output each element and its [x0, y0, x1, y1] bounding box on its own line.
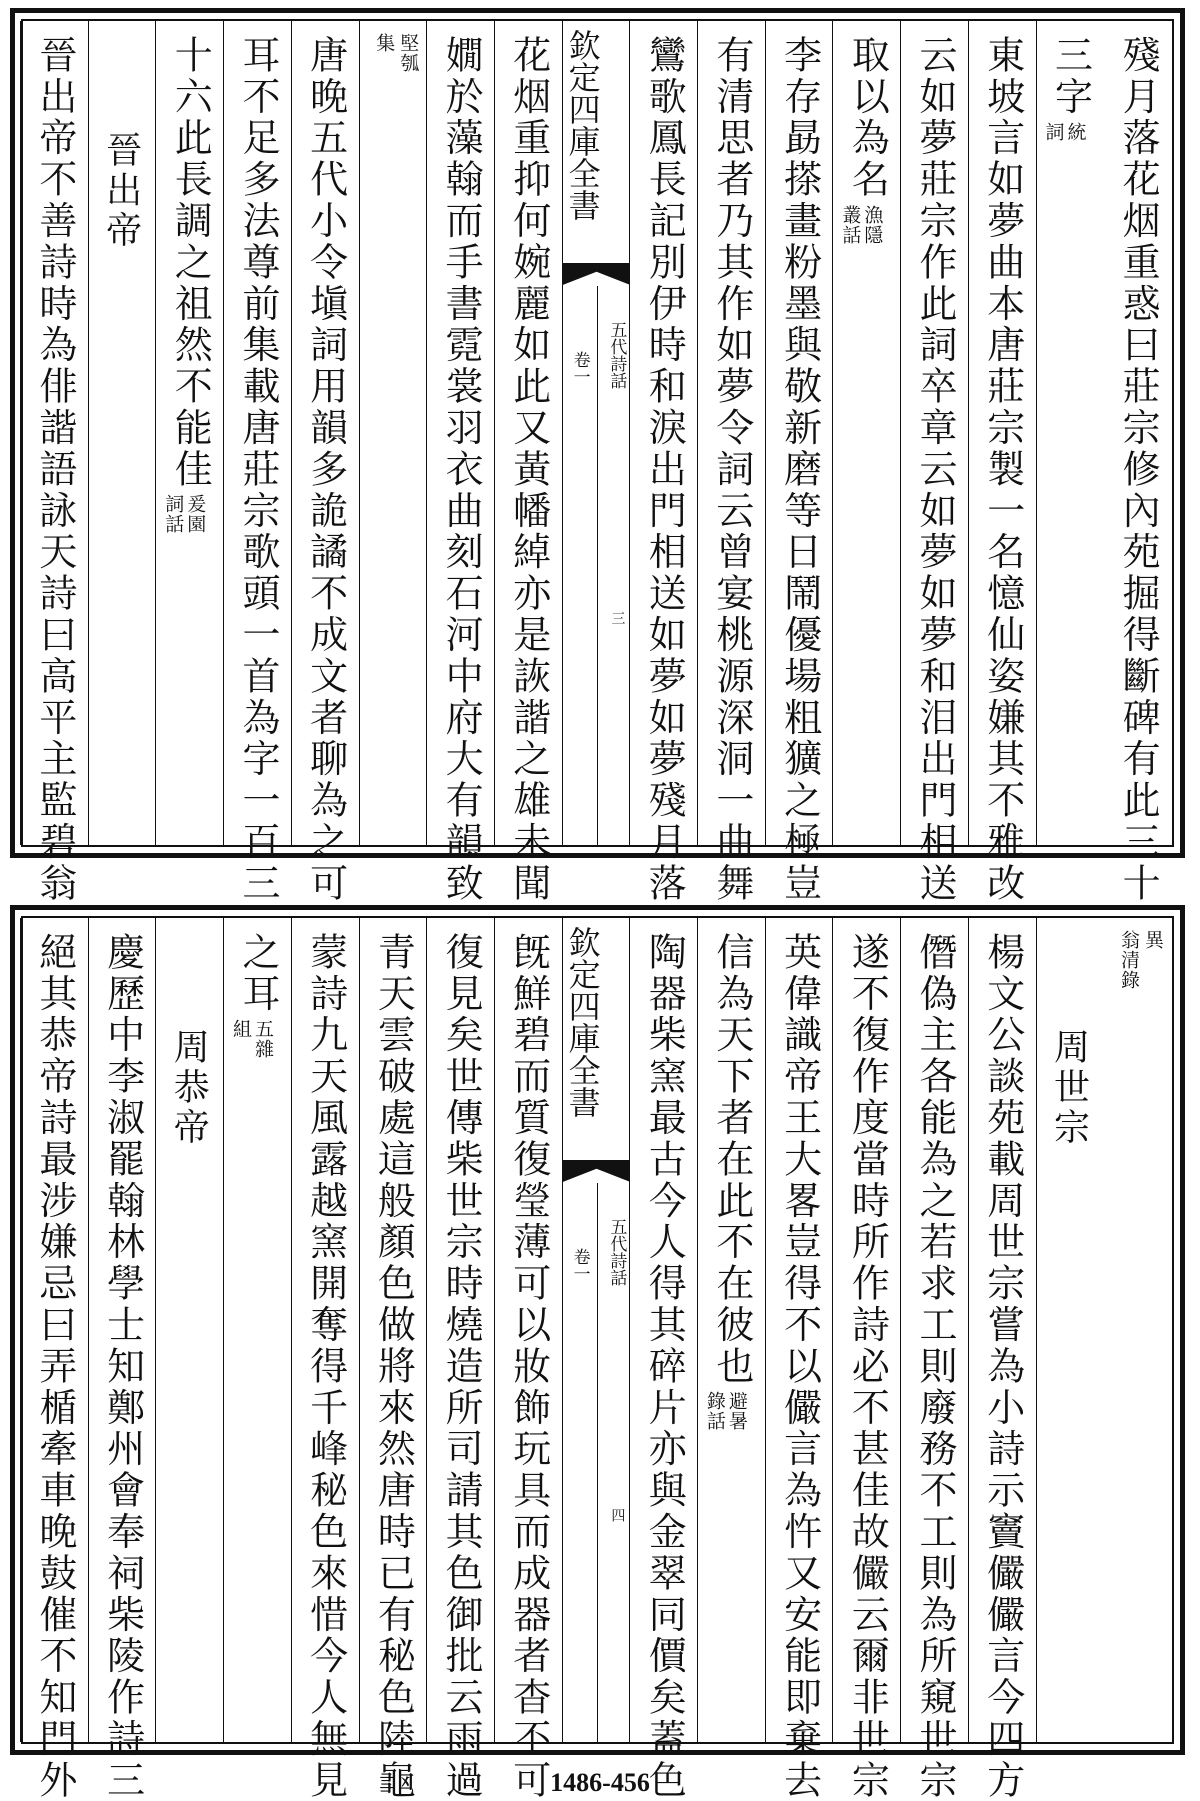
- chapter-title: 五代詩話: [606, 1218, 627, 1286]
- text-column: [88, 918, 157, 1801]
- source-note: 叢話: [839, 204, 862, 245]
- volume-label: 卷一: [569, 351, 590, 385]
- source-note: 集: [373, 33, 396, 53]
- text-column: [968, 918, 1037, 1801]
- source-note-column: [1104, 918, 1172, 1742]
- source-note: 異: [1142, 930, 1164, 950]
- fold-line: [597, 1183, 598, 1742]
- column-text: 旣鮮碧而質復瑩薄可以妝飾玩具而成器者杳不可: [506, 932, 551, 1801]
- text-column: [765, 918, 834, 1801]
- column-text: 之耳: [235, 932, 280, 1015]
- column-text: 遂不復作度當時所作詩必不甚佳故儼云爾非世宗: [845, 932, 890, 1801]
- column-text: 復見矣世傳柴世宗時燒造所司請其色御批云雨過: [439, 932, 484, 1801]
- text-column: [900, 918, 969, 1801]
- column-text: 陶器柴窯最古今人得其碎片亦與金翠同價矣蓋色: [642, 932, 687, 1801]
- column-text: 唐晚五代小令塡詞用韻多詭譎不成文者聊為之可: [303, 35, 348, 905]
- book-title: 欽定四庫全書: [563, 29, 602, 221]
- column-text: 蒙詩九天風露越窯開奪得千峰秘色來惜今人無見: [303, 932, 348, 1801]
- text-column: [765, 21, 834, 905]
- column-text: 青天雲破處這般顏色做將來然唐時已有秘色陸龜: [371, 932, 416, 1801]
- section-heading: 晉出帝: [100, 131, 142, 251]
- text-column: [697, 21, 766, 905]
- text-column: [494, 918, 563, 1801]
- upper-page-border: [21, 19, 1174, 905]
- source-note: 組: [229, 1018, 252, 1039]
- column-text: 晉出帝不善詩時為俳諧語詠天詩曰高平主監碧翁: [32, 35, 77, 905]
- text-column: [291, 21, 360, 905]
- source-note: 堅瓠: [397, 33, 420, 73]
- column-text: 絕其恭帝詩最涉嫌忌曰弄楯牽車晚鼓催不知門外: [32, 932, 77, 1801]
- text-column: [1036, 21, 1105, 845]
- column-text: 花烟重抑何婉麗如此又黃幡綽亦是詼諧之雄未聞: [506, 35, 551, 905]
- text-column: [426, 21, 495, 905]
- column-text: 慶歷中李淑罷翰林學士知鄭州會奉祠柴陵作詩三: [100, 932, 145, 1801]
- text-column: [291, 918, 360, 1801]
- text-column: [20, 21, 89, 905]
- text-column: [223, 21, 292, 905]
- text-column: [494, 21, 563, 905]
- column-text: 云如夢莊宗作此詞卒章云如夢如夢和泪出門相送: [913, 35, 958, 905]
- text-column: [1104, 21, 1172, 905]
- fold-column: [562, 21, 631, 845]
- column-text: 東坡言如夢曲本唐莊宗製一名憶仙姿嫌其不雅改: [980, 35, 1025, 905]
- source-note: 詞: [1042, 121, 1065, 142]
- text-column: [697, 918, 766, 1742]
- fold-column: [562, 918, 631, 1742]
- source-note: 漁隱: [861, 204, 884, 245]
- chapter-title: 五代詩話: [606, 321, 627, 389]
- column-text: 取以為名: [845, 35, 890, 201]
- source-note: 翁清錄: [1118, 930, 1140, 990]
- column-text: 耳不足多法尊前集載唐莊宗歌頭一首為字一百三: [235, 35, 280, 905]
- page-number: 四: [609, 1508, 626, 1522]
- source-note: 詞話: [162, 494, 185, 535]
- column-text: 僭偽主各能為之若求工則廢務不工則為所窺世宗: [913, 932, 958, 1801]
- column-text: 嫺於藻翰而手書霓裳羽衣曲刻石河中府大有韻致: [439, 35, 484, 905]
- page-code: 1486-456: [550, 1768, 650, 1797]
- column-text: 殘月落花烟重惑曰莊宗修內苑掘得斷碑有此三十: [1116, 35, 1161, 905]
- section-heading-column: [1036, 918, 1105, 1742]
- section-heading: 周世宗: [1048, 1028, 1090, 1148]
- section-heading: 周恭帝: [168, 1028, 210, 1148]
- source-note: 錄話: [703, 1391, 726, 1432]
- text-column: [629, 21, 698, 905]
- page-number: 三: [609, 611, 626, 625]
- column-text: 有清思者乃其作如夢令詞云曾宴桃源深洞一曲舞: [709, 35, 754, 905]
- column-text: 信為天下者在此不在彼也: [709, 932, 754, 1388]
- source-note: 統: [1064, 121, 1087, 142]
- volume-label: 卷一: [569, 1248, 590, 1282]
- column-text: 楊文公談苑載周世宗嘗為小詩示竇儼儼言今四方: [980, 932, 1025, 1801]
- column-text: 鸞歌鳳長記別伊時和淚出門相送如夢如夢殘月落: [642, 35, 687, 905]
- section-heading-column: [88, 21, 157, 845]
- column-text: 英偉識帝王大畧豈得不以儼言為忤又安能即棄去: [777, 932, 822, 1801]
- book-title: 欽定四庫全書: [563, 926, 602, 1118]
- column-text: 十六此長調之祖然不能佳: [168, 35, 213, 491]
- text-column: [359, 918, 428, 1801]
- text-column: [832, 21, 901, 845]
- column-text: 三字: [1048, 35, 1093, 118]
- column-text: 李存勗搽畫粉墨與敬新磨等日鬧優場粗獷之極豈: [777, 35, 822, 905]
- source-note: 爰園: [184, 494, 207, 535]
- fish-tail-mark: [563, 1160, 631, 1182]
- section-heading-column: [155, 918, 224, 1742]
- text-column: [20, 918, 89, 1801]
- upper-page: [10, 8, 1185, 905]
- source-note: 避暑: [725, 1391, 748, 1432]
- text-column: [223, 918, 292, 1742]
- text-column: [900, 21, 969, 905]
- text-column: [155, 21, 224, 845]
- fold-line: [597, 286, 598, 845]
- source-note-column: [359, 21, 428, 845]
- text-column: [629, 918, 698, 1801]
- source-note: 五雜: [251, 1018, 274, 1059]
- text-column: [426, 918, 495, 1801]
- text-column: [968, 21, 1037, 905]
- text-column: [832, 918, 901, 1801]
- fish-tail-mark: [563, 263, 631, 285]
